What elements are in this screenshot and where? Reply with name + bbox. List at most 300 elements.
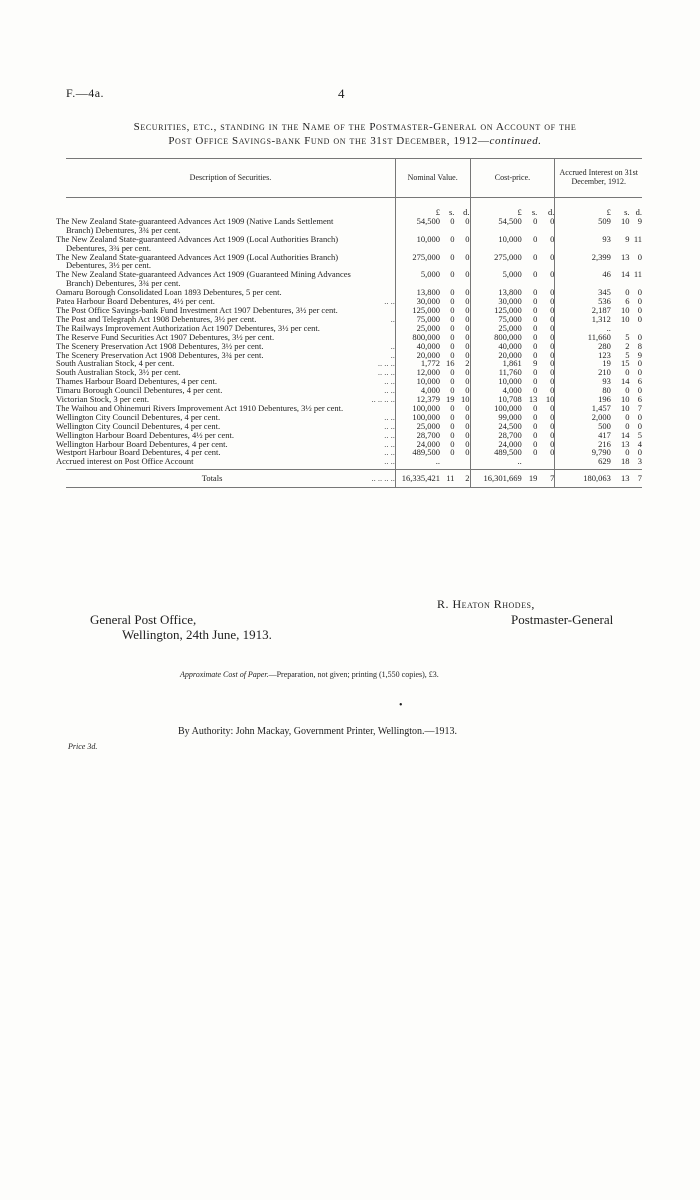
table-row bbox=[66, 253, 642, 271]
nominal-shillings: 16 bbox=[445, 358, 455, 369]
cost-shillings: 0 bbox=[533, 287, 538, 298]
totals-interest-pence: 7 bbox=[630, 470, 643, 488]
interest-pounds: 11,660 bbox=[555, 333, 611, 342]
cost-pounds: 13,800 bbox=[470, 288, 522, 297]
cost-shillings: 0 bbox=[533, 322, 538, 333]
cost-pounds: 4,000 bbox=[470, 386, 522, 395]
cost-pence: 0 bbox=[550, 376, 555, 387]
totals-cost-pence: 7 bbox=[537, 470, 555, 488]
interest-pence: 6 bbox=[637, 376, 642, 387]
leader-dots: .. .. bbox=[384, 376, 395, 387]
security-description: Patea Harbour Board Debentures, 4½ per cent. bbox=[56, 296, 215, 307]
ornament-dot: • bbox=[399, 700, 403, 711]
nominal-shillings: 0 bbox=[450, 429, 455, 440]
unit-s: s. bbox=[531, 207, 538, 217]
security-description: The New Zealand State-guaranteed Advances Act 1909 (Local Authorities Branch) Debentures, 3¾ per cent. bbox=[56, 233, 339, 253]
nominal-shillings: 0 bbox=[450, 215, 455, 226]
interest-pence: 4 bbox=[637, 438, 642, 449]
cost-pounds: 30,000 bbox=[470, 297, 522, 306]
interest-pence: 11 bbox=[633, 269, 642, 280]
cost-pence: 0 bbox=[550, 411, 555, 422]
title-line-2 bbox=[60, 135, 650, 147]
interest-pence: 6 bbox=[637, 394, 642, 405]
leader-dots bbox=[358, 217, 395, 235]
cost-note bbox=[180, 670, 560, 679]
interest-shillings: 10 bbox=[621, 402, 630, 413]
cost-shillings: 0 bbox=[533, 331, 538, 342]
cost-pence bbox=[537, 457, 555, 466]
leader-dots: .. .. bbox=[384, 411, 395, 422]
leader-dots: .. .. bbox=[384, 420, 395, 431]
cost-shillings: 0 bbox=[533, 304, 538, 315]
nominal-pounds: 12,000 bbox=[395, 368, 440, 377]
printer-authority: By Authority: John Mackay, Government Printer, Wellington.—1913. bbox=[178, 726, 458, 737]
interest-shillings: 0 bbox=[625, 385, 630, 396]
nominal-pence: 0 bbox=[465, 215, 470, 226]
cost-pence: 10 bbox=[545, 394, 555, 405]
interest-pounds: .. bbox=[555, 324, 611, 333]
leader-dots: .. .. bbox=[384, 296, 395, 307]
interest-shillings: 14 bbox=[621, 269, 630, 280]
leader-dots: .. .. bbox=[384, 385, 395, 396]
nominal-pounds: 30,000 bbox=[395, 297, 440, 306]
leader-dots: .. .. bbox=[384, 438, 395, 449]
cost-shillings: 9 bbox=[533, 358, 538, 369]
interest-pence: 0 bbox=[637, 367, 642, 378]
security-description: Accrued interest on Post Office Account bbox=[56, 456, 194, 467]
nominal-shillings: 19 bbox=[445, 394, 455, 405]
interest-pence: 5 bbox=[637, 429, 642, 440]
totals-cost-pounds: 16,301,669 bbox=[470, 470, 522, 488]
nominal-pence: 0 bbox=[465, 429, 470, 440]
interest-pence: 7 bbox=[637, 402, 642, 413]
totals-nominal-shillings: 11 bbox=[440, 470, 455, 488]
totals-dots: .. .. .. .. bbox=[358, 470, 395, 488]
nominal-pounds: 10,000 bbox=[395, 235, 440, 253]
cost-pence: 0 bbox=[550, 233, 555, 244]
interest-pence: 0 bbox=[637, 287, 642, 298]
interest-pounds: 500 bbox=[555, 422, 611, 431]
table-body bbox=[56, 198, 642, 467]
totals-nominal-pence: 2 bbox=[454, 470, 470, 488]
interest-shillings: 5 bbox=[625, 349, 630, 360]
cost-shillings: 0 bbox=[533, 411, 538, 422]
title-line-1: Securities, etc., standing in the Name of the Postmaster-General on Account of the bbox=[133, 121, 577, 133]
leader-dots: .. bbox=[390, 313, 395, 324]
nominal-pounds: 275,000 bbox=[395, 253, 440, 271]
nominal-pounds: 20,000 bbox=[395, 351, 440, 360]
nominal-shillings: 0 bbox=[450, 402, 455, 413]
interest-shillings: 15 bbox=[621, 358, 630, 369]
security-description: The Waihou and Ohinemuri Rivers Improvement Act 1910 Debentures, 3½ per cent. bbox=[56, 402, 344, 413]
nominal-pounds: 4,000 bbox=[395, 386, 440, 395]
cost-pence: 0 bbox=[550, 304, 555, 315]
leader-dots bbox=[358, 306, 395, 315]
cost-pounds: 28,700 bbox=[470, 431, 522, 440]
cost-shillings: 0 bbox=[533, 349, 538, 360]
nominal-pounds: 25,000 bbox=[395, 422, 440, 431]
header-cost: Cost-price. bbox=[470, 159, 555, 198]
totals-body bbox=[66, 466, 642, 487]
interest-pence: 0 bbox=[637, 358, 642, 369]
cost-pence: 0 bbox=[550, 402, 555, 413]
nominal-pence: 0 bbox=[465, 420, 470, 431]
header-nominal: Nominal Value. bbox=[395, 159, 470, 198]
totals-interest-pounds: 180,063 bbox=[555, 470, 611, 488]
leader-dots: .. bbox=[390, 340, 395, 351]
nominal-pounds: 1,772 bbox=[395, 359, 440, 368]
cost-pence: 0 bbox=[550, 287, 555, 298]
interest-pence: 0 bbox=[637, 420, 642, 431]
table-row bbox=[66, 457, 642, 466]
nominal-pence bbox=[454, 457, 470, 466]
cost-pence: 0 bbox=[550, 385, 555, 396]
nominal-pence: 0 bbox=[465, 438, 470, 449]
document-code: F.—4a. bbox=[66, 86, 105, 100]
interest-shillings: 10 bbox=[621, 394, 630, 405]
nominal-pence: 0 bbox=[465, 385, 470, 396]
title-line-2-main: Post Office Savings-bank Fund on the 31st December, 1912— bbox=[168, 135, 490, 147]
interest-shillings: 14 bbox=[621, 376, 630, 387]
cost-pounds: 100,000 bbox=[470, 404, 522, 413]
office-name: General Post Office, bbox=[90, 612, 197, 627]
cost-shillings bbox=[522, 457, 538, 466]
cost-pence: 0 bbox=[550, 331, 555, 342]
nominal-pounds: 100,000 bbox=[395, 413, 440, 422]
unit-s: s. bbox=[449, 207, 455, 217]
security-description: The New Zealand State-guaranteed Advances Act 1909 (Local Authorities Branch) Debentures, 3½ per cent. bbox=[56, 251, 339, 271]
nominal-shillings: 0 bbox=[450, 411, 455, 422]
cost-shillings: 0 bbox=[533, 429, 538, 440]
interest-pence: 3 bbox=[637, 456, 642, 467]
nominal-pence: 0 bbox=[465, 411, 470, 422]
cost-shillings: 0 bbox=[533, 438, 538, 449]
cost-shillings: 0 bbox=[533, 313, 538, 324]
cost-pounds: 25,000 bbox=[470, 324, 522, 333]
cost-pounds: 10,000 bbox=[470, 377, 522, 386]
cost-pounds: .. bbox=[470, 457, 522, 466]
cost-pence: 0 bbox=[550, 269, 555, 280]
unit-d: d. bbox=[635, 207, 642, 217]
nominal-pence: 0 bbox=[465, 269, 470, 280]
interest-pounds: 629 bbox=[555, 457, 611, 466]
nominal-shillings: 0 bbox=[450, 331, 455, 342]
header-interest: Accrued Interest on 31st December, 1912. bbox=[555, 159, 642, 198]
signatory-title: Postmaster-General bbox=[511, 612, 614, 627]
cost-pence: 0 bbox=[550, 340, 555, 351]
security-description: South Australian Stock, 3½ per cent. bbox=[56, 367, 181, 378]
interest-pence: 0 bbox=[637, 447, 642, 458]
nominal-shillings: 0 bbox=[450, 322, 455, 333]
nominal-pounds: .. bbox=[395, 457, 440, 466]
interest-shillings: 13 bbox=[621, 438, 630, 449]
cost-pence: 0 bbox=[550, 429, 555, 440]
nominal-pence: 0 bbox=[465, 376, 470, 387]
interest-pounds: 46 bbox=[555, 270, 611, 288]
security-description: Victorian Stock, 3 per cent. bbox=[56, 394, 149, 405]
security-description: The Post and Telegraph Act 1908 Debentures, 3½ per cent. bbox=[56, 313, 257, 324]
nominal-shillings: 0 bbox=[450, 313, 455, 324]
nominal-pounds: 40,000 bbox=[395, 342, 440, 351]
cost-note-label: Approximate Cost of Paper. bbox=[180, 670, 269, 679]
nominal-shillings: 0 bbox=[450, 287, 455, 298]
security-description: Wellington City Council Debentures, 4 per cent. bbox=[56, 411, 221, 422]
nominal-shillings: 0 bbox=[450, 340, 455, 351]
nominal-pounds: 100,000 bbox=[395, 404, 440, 413]
cost-pence: 0 bbox=[550, 349, 555, 360]
cost-shillings: 0 bbox=[533, 340, 538, 351]
interest-pounds: 19 bbox=[555, 359, 611, 368]
cost-pounds: 5,000 bbox=[470, 270, 522, 288]
interest-pounds: 509 bbox=[555, 217, 611, 235]
cost-shillings: 0 bbox=[533, 385, 538, 396]
interest-pounds: 1,457 bbox=[555, 404, 611, 413]
interest-shillings: 0 bbox=[625, 411, 630, 422]
leader-dots bbox=[358, 324, 395, 333]
totals-cost-shillings: 19 bbox=[522, 470, 538, 488]
cost-pence: 0 bbox=[550, 447, 555, 458]
nominal-pounds: 489,500 bbox=[395, 448, 440, 457]
nominal-pence: 0 bbox=[465, 331, 470, 342]
nominal-shillings: 0 bbox=[450, 367, 455, 378]
signatory-name: R. Heaton Rhodes, bbox=[437, 597, 535, 611]
nominal-shillings bbox=[440, 457, 455, 466]
security-description: Westport Harbour Board Debentures, 4 per cent. bbox=[56, 447, 221, 458]
title-continued: continued. bbox=[489, 135, 542, 147]
nominal-pounds: 5,000 bbox=[395, 270, 440, 288]
nominal-pence: 0 bbox=[465, 340, 470, 351]
nominal-pence: 0 bbox=[465, 233, 470, 244]
totals-nominal-pounds: 16,335,421 bbox=[395, 470, 440, 488]
nominal-shillings: 0 bbox=[450, 438, 455, 449]
security-description: The Railways Improvement Authorization Act 1907 Debentures, 3½ per cent. bbox=[56, 322, 320, 333]
cost-pence: 0 bbox=[550, 251, 555, 262]
interest-pence: 0 bbox=[637, 385, 642, 396]
cost-pounds: 125,000 bbox=[470, 306, 522, 315]
security-description: The New Zealand State-guaranteed Advances Act 1909 (Guaranteed Mining Advances Branch) Debentures, 3¾ per cent. bbox=[56, 269, 351, 289]
security-description: South Australian Stock, 4 per cent. bbox=[56, 358, 175, 369]
cost-pounds: 1,861 bbox=[470, 359, 522, 368]
cost-pence: 0 bbox=[550, 215, 555, 226]
interest-shillings: 10 bbox=[621, 215, 630, 226]
leader-dots: .. .. bbox=[384, 429, 395, 440]
leader-dots bbox=[358, 270, 395, 288]
interest-shillings: 6 bbox=[625, 296, 630, 307]
units-row bbox=[66, 198, 642, 217]
interest-pounds: 536 bbox=[555, 297, 611, 306]
nominal-pounds: 800,000 bbox=[395, 333, 440, 342]
cost-pounds: 75,000 bbox=[470, 315, 522, 324]
nominal-pence: 0 bbox=[465, 367, 470, 378]
nominal-pence: 0 bbox=[465, 313, 470, 324]
security-description: Oamaru Borough Consolidated Loan 1893 Debentures, 5 per cent. bbox=[56, 287, 282, 298]
nominal-shillings: 0 bbox=[450, 251, 455, 262]
interest-shillings: 18 bbox=[621, 456, 630, 467]
interest-pounds: 93 bbox=[555, 235, 611, 253]
unit-d: d. bbox=[463, 207, 470, 217]
cost-shillings: 0 bbox=[533, 251, 538, 262]
interest-pounds: 123 bbox=[555, 351, 611, 360]
cost-pence: 0 bbox=[550, 313, 555, 324]
interest-pence: 8 bbox=[637, 340, 642, 351]
cost-pounds: 20,000 bbox=[470, 351, 522, 360]
cost-pounds: 40,000 bbox=[470, 342, 522, 351]
nominal-shillings: 0 bbox=[450, 376, 455, 387]
totals-label: Totals bbox=[66, 470, 358, 488]
nominal-pence: 0 bbox=[465, 322, 470, 333]
nominal-shillings: 0 bbox=[450, 233, 455, 244]
interest-pounds: 80 bbox=[555, 386, 611, 395]
interest-pence: 0 bbox=[637, 296, 642, 307]
nominal-pence: 0 bbox=[465, 447, 470, 458]
cost-shillings: 0 bbox=[533, 367, 538, 378]
interest-shillings: 9 bbox=[625, 233, 630, 244]
interest-pounds: 216 bbox=[555, 440, 611, 449]
cost-pence: 0 bbox=[550, 358, 555, 369]
nominal-shillings: 0 bbox=[450, 269, 455, 280]
table-row bbox=[66, 270, 642, 288]
cost-pounds: 10,708 bbox=[470, 395, 522, 404]
securities-table bbox=[56, 158, 642, 488]
security-description: Wellington Harbour Board Debentures, 4½ per cent. bbox=[56, 429, 234, 440]
interest-pence: 0 bbox=[637, 331, 642, 342]
nominal-pence: 0 bbox=[465, 287, 470, 298]
cost-pounds: 99,000 bbox=[470, 413, 522, 422]
cost-pounds: 800,000 bbox=[470, 333, 522, 342]
interest-pounds: 345 bbox=[555, 288, 611, 297]
security-description: Wellington City Council Debentures, 4 per cent. bbox=[56, 420, 221, 431]
security-description: The Reserve Fund Securities Act 1907 Debentures, 3½ per cent. bbox=[56, 331, 275, 342]
interest-shillings: 5 bbox=[625, 331, 630, 342]
header-description: Description of Securities. bbox=[66, 159, 395, 198]
cost-pounds: 54,500 bbox=[470, 217, 522, 235]
nominal-shillings: 0 bbox=[450, 420, 455, 431]
office-date: Wellington, 24th June, 1913. bbox=[122, 627, 272, 642]
interest-pence: 11 bbox=[633, 233, 642, 244]
nominal-pence: 0 bbox=[465, 402, 470, 413]
nominal-pence: 0 bbox=[465, 251, 470, 262]
interest-pounds: 2,187 bbox=[555, 306, 611, 315]
leader-dots bbox=[358, 235, 395, 253]
interest-shillings: 10 bbox=[621, 304, 630, 315]
interest-pounds: 2,399 bbox=[555, 253, 611, 271]
interest-shillings: 14 bbox=[621, 429, 630, 440]
cost-shillings: 0 bbox=[533, 420, 538, 431]
totals-interest-shillings: 13 bbox=[611, 470, 630, 488]
table-row bbox=[66, 217, 642, 235]
nominal-shillings: 0 bbox=[450, 349, 455, 360]
cost-pence: 0 bbox=[550, 367, 555, 378]
nominal-pounds: 28,700 bbox=[395, 431, 440, 440]
interest-pounds: 2,000 bbox=[555, 413, 611, 422]
security-description: Wellington Harbour Board Debentures, 4 per cent. bbox=[56, 438, 228, 449]
cost-pounds: 489,500 bbox=[470, 448, 522, 457]
cost-pounds: 275,000 bbox=[470, 253, 522, 271]
cost-shillings: 0 bbox=[533, 215, 538, 226]
interest-pounds: 93 bbox=[555, 377, 611, 386]
table-row bbox=[66, 235, 642, 253]
interest-shillings: 0 bbox=[625, 367, 630, 378]
nominal-shillings: 0 bbox=[450, 304, 455, 315]
nominal-pounds: 75,000 bbox=[395, 315, 440, 324]
unit-pound: £ bbox=[395, 198, 440, 217]
interest-shillings: 2 bbox=[625, 340, 630, 351]
interest-pence: 0 bbox=[637, 313, 642, 324]
cost-pence: 0 bbox=[550, 296, 555, 307]
interest-pence: 0 bbox=[637, 251, 642, 262]
security-description: The Post Office Savings-bank Fund Investment Act 1907 Debentures, 3½ per cent. bbox=[56, 304, 338, 315]
nominal-pounds: 54,500 bbox=[395, 217, 440, 235]
nominal-shillings: 0 bbox=[450, 447, 455, 458]
cost-shillings: 13 bbox=[528, 394, 538, 405]
nominal-shillings: 0 bbox=[450, 385, 455, 396]
totals-row bbox=[66, 470, 642, 488]
leader-dots bbox=[358, 253, 395, 271]
security-description: The Scenery Preservation Act 1908 Debentures, 3¾ per cent. bbox=[56, 349, 264, 360]
interest-shillings: 0 bbox=[625, 287, 630, 298]
nominal-pence: 2 bbox=[465, 358, 470, 369]
interest-pence: 9 bbox=[637, 349, 642, 360]
nominal-pounds: 13,800 bbox=[395, 288, 440, 297]
interest-pounds: 9,790 bbox=[555, 448, 611, 457]
nominal-pounds: 25,000 bbox=[395, 324, 440, 333]
unit-pound: £ bbox=[555, 198, 611, 217]
cost-pounds: 11,760 bbox=[470, 368, 522, 377]
cost-pence: 0 bbox=[550, 420, 555, 431]
leader-dots: .. bbox=[390, 349, 395, 360]
table-row bbox=[66, 386, 642, 395]
nominal-pounds: 125,000 bbox=[395, 306, 440, 315]
cost-shillings: 0 bbox=[533, 296, 538, 307]
security-description: The Scenery Preservation Act 1908 Debentures, 3½ per cent. bbox=[56, 340, 264, 351]
leader-dots: .. .. bbox=[384, 456, 395, 467]
cost-note-text: —Preparation, not given; printing (1,550 copies), £3. bbox=[268, 670, 439, 679]
security-description: The New Zealand State-guaranteed Advances Act 1909 (Native Lands Settlement Branch) Debentures, 3¾ per cent. bbox=[56, 215, 334, 235]
leader-dots: .. .. .. bbox=[377, 367, 395, 378]
cost-shillings: 0 bbox=[533, 447, 538, 458]
leader-dots: .. .. .. .. bbox=[371, 394, 395, 405]
nominal-pounds: 12,379 bbox=[395, 395, 440, 404]
nominal-pence: 0 bbox=[465, 296, 470, 307]
nominal-pounds: 10,000 bbox=[395, 377, 440, 386]
security-description: Thames Harbour Board Debentures, 4 per cent. bbox=[56, 376, 217, 387]
security-description: Timaru Borough Council Debentures, 4 per cent. bbox=[56, 385, 223, 396]
interest-pounds: 417 bbox=[555, 431, 611, 440]
nominal-shillings: 0 bbox=[450, 296, 455, 307]
cost-pounds: 24,000 bbox=[470, 440, 522, 449]
interest-pounds: 196 bbox=[555, 395, 611, 404]
leader-dots: .. .. bbox=[384, 447, 395, 458]
interest-shillings: 0 bbox=[625, 447, 630, 458]
cost-pounds: 10,000 bbox=[470, 235, 522, 253]
nominal-pence: 0 bbox=[465, 304, 470, 315]
cost-shillings: 0 bbox=[533, 376, 538, 387]
cost-pence: 0 bbox=[550, 322, 555, 333]
interest-shillings: 0 bbox=[625, 420, 630, 431]
interest-shillings: 13 bbox=[621, 251, 630, 262]
interest-pence: 0 bbox=[637, 304, 642, 315]
interest-pounds: 210 bbox=[555, 368, 611, 377]
cost-shillings: 0 bbox=[533, 402, 538, 413]
interest-shillings: 10 bbox=[621, 313, 630, 324]
interest-pence: 0 bbox=[637, 411, 642, 422]
leader-dots: .. .. .. bbox=[377, 358, 395, 369]
leader-dots bbox=[358, 333, 395, 342]
cost-shillings: 0 bbox=[533, 233, 538, 244]
unit-pound: £ bbox=[470, 198, 522, 217]
unit-s: s. bbox=[624, 207, 630, 217]
interest-pence: 9 bbox=[637, 215, 642, 226]
